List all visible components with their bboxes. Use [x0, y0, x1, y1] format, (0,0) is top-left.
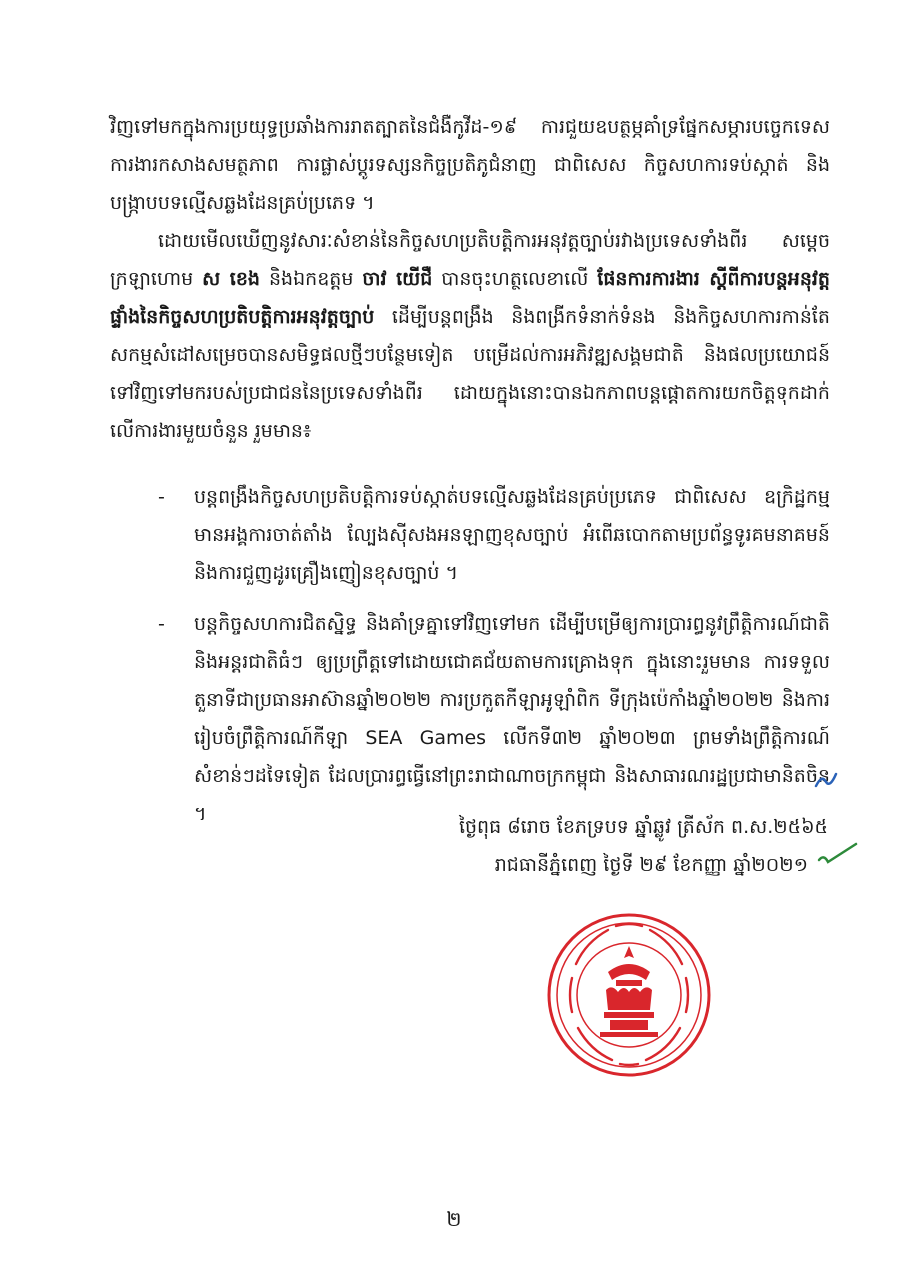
bullet-dash: - — [158, 613, 165, 635]
paragraph-2-text-3: បានចុះហត្ថលេខាលើ — [432, 268, 598, 290]
bullet-item-2 — [158, 605, 830, 833]
paragraph-2-text-4: ដើម្បីបន្តពង្រឹង និងពង្រីកទំនាក់ទំនង និងកិច្ចសហការកាន់តែសកម្មសំដៅសម្រេចបានសមិទ្ធផលថ្មីៗបន្ថែមទៀត បម្រើដល់ការអភិវឌ្ឍសង្គមជាតិ និងផលប្រយោជន៍ទៅវិញទៅមករបស់ប្រជាជននៃប្រទេសទាំងពីរ ដោយក្នុងនោះបានឯកភាពបន្តផ្តោតការយកចិត្តទុកដាក់លើការងារមួយចំនួន រួមមាន៖ — [110, 306, 830, 442]
name-sar-kheng: ស ខេង — [202, 268, 260, 290]
green-check-mark — [816, 840, 860, 870]
solar-date: រាជធានីភ្នំពេញ ថ្ងៃទី ២៩ ខែកញ្ញា ឆ្នាំ២០២១ — [494, 854, 808, 876]
paragraph-2 — [110, 222, 830, 450]
paragraph-1: វិញទៅមកក្នុងការប្រយុទ្ធប្រឆាំងការរាតត្បាតនៃជំងឺកូវីដ-១៩ ការជួយឧបត្ថម្ភគាំទ្រផ្នែកសម្ភារបច្ចេកទេស ការងារកសាងសមត្ថភាព ការផ្លាស់ប្តូរទស្សនកិច្ចប្រតិភូជំនាញ ជាពិសេស កិច្ចសហការទប់ស្កាត់ និងបង្ក្រាបបទល្មើសឆ្លងដែនគ្រប់ប្រភេទ ។ — [110, 116, 830, 214]
official-seal — [546, 912, 712, 1078]
paragraph-2-text-1: ដោយមើលឃើញនូវសារៈសំខាន់នៃកិច្ចសហប្រតិបត្តិការអនុវត្តច្បាប់រវាងប្រទេសទាំងពីរ សម្តេចក្រឡាហោម — [110, 230, 830, 290]
bullet-text-2: បន្តកិច្ចសហការជិតស្និទ្ធ និងគាំទ្រគ្នាទៅវិញទៅមក ដើម្បីបម្រើឲ្យការប្រារព្ធនូវព្រឹត្តិការណ៍ជាតិ និងអន្តរជាតិធំៗ ឲ្យប្រព្រឹត្តទៅដោយជោគជ័យតាមការគ្រោងទុក ក្នុងនោះរួមមាន ការទទួលតួនាទីជាប្រធានអាស៊ានឆ្នាំ២០២២ ការប្រកួតកីឡាអូឡាំពិក ទីក្រុងប៉េកាំងឆ្នាំ២០២២ និងការរៀបចំព្រឹត្តិការណ៍កីឡា SEA Games លើកទី៣២ ឆ្នាំ២០២៣ ព្រមទាំងព្រឹត្តិការណ៍សំខាន់ៗដទៃទៀត ដែលប្រារព្ធធ្វើនៅព្រះរាជាណាចក្រកម្ពុជា និងសាធារណរដ្ឋប្រជាមានិតចិន ។ — [194, 613, 830, 825]
bullet-text-1: បន្តពង្រឹងកិច្ចសហប្រតិបត្តិការទប់ស្កាត់បទល្មើសឆ្លងដែនគ្រប់ប្រភេទ ជាពិសេស ឧក្រិដ្ឋកម្មមានអង្គការចាត់តាំង ល្បែងស៊ីសងអនឡាញខុសច្បាប់ អំពើឆបោកតាមប្រព័ន្ធទូរគមនាគមន៍ និងការជួញដូរគ្រឿងញៀនខុសច្បាប់ ។ — [194, 486, 830, 584]
blue-initial-mark — [812, 768, 842, 792]
paragraph-2-text-2: និងឯកឧត្តម — [259, 268, 363, 290]
bullet-dash: - — [158, 486, 165, 508]
name-zhao: ចាវ យើជឺ — [362, 268, 433, 290]
lunar-date: ថ្ងៃពុធ ៨រោច ខែភទ្របទ ឆ្នាំឆ្លូវ ត្រីស័ក ព.ស.២៥៦៥ — [458, 816, 828, 838]
bullet-item-1 — [158, 478, 830, 592]
page-number: ២ — [446, 1207, 462, 1231]
plan-title: ផែនការការងារ ស្តីពីការបន្តអនុវត្តផ្ទាំងនៃកិច្ចសហប្រតិបត្តិការអនុវត្តច្បាប់ — [110, 268, 830, 328]
